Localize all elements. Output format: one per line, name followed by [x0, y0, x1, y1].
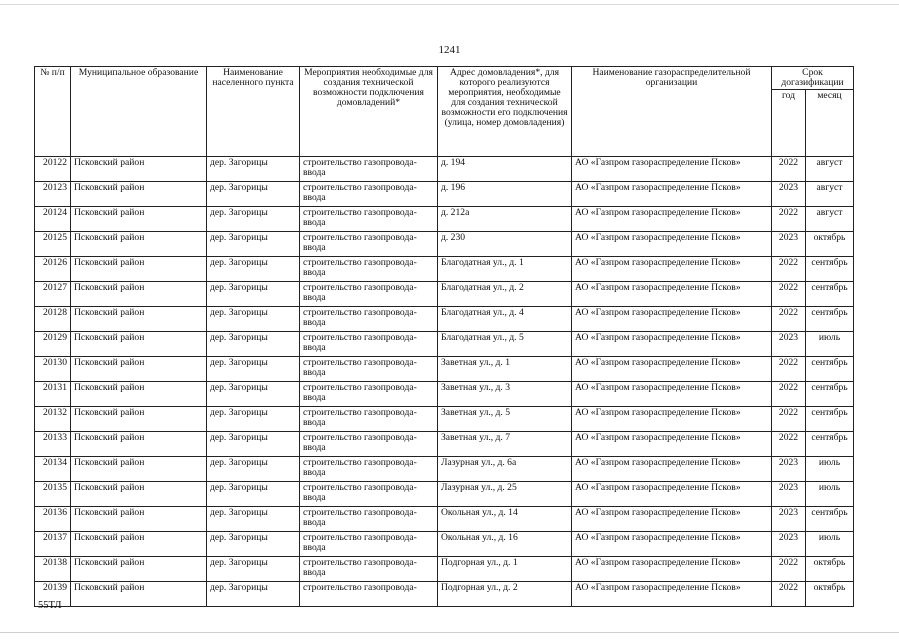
row-month: сентябрь [806, 507, 854, 532]
row-year: 2022 [772, 357, 806, 382]
table-row [35, 507, 854, 532]
row-month: сентябрь [806, 307, 854, 332]
row-year: 2022 [772, 307, 806, 332]
row-address: д. 230 [438, 232, 572, 257]
row-municipality: Псковский район [71, 407, 207, 432]
row-month: июль [806, 482, 854, 507]
row-address: Подгорная ул., д. 1 [438, 557, 572, 582]
table-row [35, 532, 854, 557]
row-month: сентябрь [806, 282, 854, 307]
row-locality: дер. Загорицы [207, 482, 300, 507]
table-row [35, 482, 854, 507]
row-address: Благодатная ул., д. 4 [438, 307, 572, 332]
row-year: 2023 [772, 507, 806, 532]
row-organization: АО «Газпром газораспределение Псков» [572, 382, 772, 407]
row-locality: дер. Загорицы [207, 407, 300, 432]
header-year: год [772, 90, 806, 157]
row-num: 20123 [35, 182, 71, 207]
header-address: Адрес домовладения*, для которого реализуются мероприятия, необходимые для создания технической возможности его подключения (улица, номер домовладения) [438, 67, 572, 157]
row-year: 2023 [772, 482, 806, 507]
gasification-table [34, 66, 854, 607]
row-year: 2022 [772, 157, 806, 182]
row-measure: строительство газопровода-ввода [300, 257, 438, 282]
row-organization: АО «Газпром газораспределение Псков» [572, 257, 772, 282]
row-num: 20124 [35, 207, 71, 232]
row-locality: дер. Загорицы [207, 507, 300, 532]
row-organization: АО «Газпром газораспределение Псков» [572, 182, 772, 207]
table-row [35, 182, 854, 207]
row-locality: дер. Загорицы [207, 332, 300, 357]
row-num: 20137 [35, 532, 71, 557]
row-organization: АО «Газпром газораспределение Псков» [572, 532, 772, 557]
table-row [35, 157, 854, 182]
row-num: 20128 [35, 307, 71, 332]
row-organization: АО «Газпром газораспределение Псков» [572, 282, 772, 307]
row-address: Благодатная ул., д. 1 [438, 257, 572, 282]
row-month: сентябрь [806, 432, 854, 457]
row-municipality: Псковский район [71, 532, 207, 557]
row-municipality: Псковский район [71, 332, 207, 357]
table-row [35, 257, 854, 282]
row-num: 20136 [35, 507, 71, 532]
row-num: 20134 [35, 457, 71, 482]
scan-artifact-bottom [0, 632, 899, 633]
row-month: октябрь [806, 557, 854, 582]
header-measures: Мероприятия необходимые для создания технической возможности подключения домовладений* [300, 67, 438, 157]
row-address: Заветная ул., д. 3 [438, 382, 572, 407]
row-num: 20135 [35, 482, 71, 507]
row-locality: дер. Загорицы [207, 457, 300, 482]
row-organization: АО «Газпром газораспределение Псков» [572, 307, 772, 332]
row-address: Благодатная ул., д. 5 [438, 332, 572, 357]
row-locality: дер. Загорицы [207, 232, 300, 257]
table-row [35, 307, 854, 332]
header-num: № п/п [35, 67, 71, 157]
row-num: 20127 [35, 282, 71, 307]
row-month: сентябрь [806, 357, 854, 382]
row-municipality: Псковский район [71, 582, 207, 607]
row-locality: дер. Загорицы [207, 207, 300, 232]
row-year: 2022 [772, 582, 806, 607]
table-row [35, 582, 854, 607]
row-municipality: Псковский район [71, 507, 207, 532]
row-municipality: Псковский район [71, 432, 207, 457]
header-municipality: Муниципальное образование [71, 67, 207, 157]
row-year: 2022 [772, 207, 806, 232]
row-municipality: Псковский район [71, 482, 207, 507]
row-year: 2023 [772, 182, 806, 207]
row-num: 20138 [35, 557, 71, 582]
row-municipality: Псковский район [71, 307, 207, 332]
row-locality: дер. Загорицы [207, 582, 300, 607]
row-address: д. 196 [438, 182, 572, 207]
row-year: 2023 [772, 457, 806, 482]
row-num: 20139 [35, 582, 71, 607]
table-body [35, 157, 854, 607]
row-locality: дер. Загорицы [207, 257, 300, 282]
header-term: Срок догазификации [772, 67, 854, 90]
row-locality: дер. Загорицы [207, 532, 300, 557]
row-measure: строительство газопровода-ввода [300, 207, 438, 232]
row-organization: АО «Газпром газораспределение Псков» [572, 207, 772, 232]
row-address: Лазурная ул., д. 6а [438, 457, 572, 482]
row-year: 2022 [772, 557, 806, 582]
row-address: Лазурная ул., д. 25 [438, 482, 572, 507]
row-locality: дер. Загорицы [207, 557, 300, 582]
table-row [35, 357, 854, 382]
row-measure: строительство газопровода-ввода [300, 332, 438, 357]
row-year: 2023 [772, 332, 806, 357]
row-address: Подгорная ул., д. 2 [438, 582, 572, 607]
row-organization: АО «Газпром газораспределение Псков» [572, 457, 772, 482]
row-measure: строительство газопровода-ввода [300, 157, 438, 182]
row-month: октябрь [806, 582, 854, 607]
row-month: август [806, 182, 854, 207]
row-locality: дер. Загорицы [207, 307, 300, 332]
row-num: 20126 [35, 257, 71, 282]
table-row [35, 232, 854, 257]
row-organization: АО «Газпром газораспределение Псков» [572, 332, 772, 357]
table-row [35, 207, 854, 232]
row-month: сентябрь [806, 382, 854, 407]
row-organization: АО «Газпром газораспределение Псков» [572, 557, 772, 582]
header-locality: Наименование населенного пункта [207, 67, 300, 157]
row-num: 20130 [35, 357, 71, 382]
row-measure: строительство газопровода-ввода [300, 232, 438, 257]
row-address: д. 194 [438, 157, 572, 182]
row-municipality: Псковский район [71, 182, 207, 207]
row-address: д. 212а [438, 207, 572, 232]
row-year: 2022 [772, 257, 806, 282]
row-year: 2023 [772, 232, 806, 257]
row-municipality: Псковский район [71, 282, 207, 307]
table-row [35, 282, 854, 307]
row-num: 20131 [35, 382, 71, 407]
row-month: август [806, 207, 854, 232]
row-measure: строительство газопровода-ввода [300, 382, 438, 407]
row-num: 20129 [35, 332, 71, 357]
row-address: Окольная ул., д. 14 [438, 507, 572, 532]
row-num: 20125 [35, 232, 71, 257]
header-month: месяц [806, 90, 854, 157]
row-address: Окольная ул., д. 16 [438, 532, 572, 557]
row-organization: АО «Газпром газораспределение Псков» [572, 432, 772, 457]
row-measure: строительство газопровода-ввода [300, 357, 438, 382]
row-organization: АО «Газпром газораспределение Псков» [572, 407, 772, 432]
row-address: Заветная ул., д. 5 [438, 407, 572, 432]
row-measure: строительство газопровода-ввода [300, 557, 438, 582]
row-municipality: Псковский район [71, 382, 207, 407]
row-measure: строительство газопровода- [300, 582, 438, 607]
row-measure: строительство газопровода-ввода [300, 182, 438, 207]
table-row [35, 557, 854, 582]
row-month: июль [806, 532, 854, 557]
row-locality: дер. Загорицы [207, 432, 300, 457]
page-number: 1241 [438, 44, 461, 56]
row-year: 2023 [772, 532, 806, 557]
row-municipality: Псковский район [71, 457, 207, 482]
row-municipality: Псковский район [71, 157, 207, 182]
row-month: август [806, 157, 854, 182]
table-row [35, 332, 854, 357]
row-organization: АО «Газпром газораспределение Псков» [572, 582, 772, 607]
table-row [35, 432, 854, 457]
row-municipality: Псковский район [71, 257, 207, 282]
row-organization: АО «Газпром газораспределение Псков» [572, 157, 772, 182]
row-locality: дер. Загорицы [207, 282, 300, 307]
row-municipality: Псковский район [71, 207, 207, 232]
scan-artifact-top [0, 4, 899, 5]
row-year: 2022 [772, 282, 806, 307]
row-measure: строительство газопровода-ввода [300, 507, 438, 532]
row-municipality: Псковский район [71, 557, 207, 582]
row-measure: строительство газопровода-ввода [300, 282, 438, 307]
row-measure: строительство газопровода-ввода [300, 432, 438, 457]
table-row [35, 407, 854, 432]
row-month: июль [806, 332, 854, 357]
row-year: 2022 [772, 407, 806, 432]
row-municipality: Псковский район [71, 357, 207, 382]
row-organization: АО «Газпром газораспределение Псков» [572, 507, 772, 532]
row-address: Благодатная ул., д. 2 [438, 282, 572, 307]
footer-code: 55ТЛ [38, 600, 62, 611]
row-locality: дер. Загорицы [207, 382, 300, 407]
row-measure: строительство газопровода-ввода [300, 307, 438, 332]
row-locality: дер. Загорицы [207, 157, 300, 182]
row-organization: АО «Газпром газораспределение Псков» [572, 357, 772, 382]
table-row [35, 382, 854, 407]
row-locality: дер. Загорицы [207, 182, 300, 207]
row-measure: строительство газопровода-ввода [300, 457, 438, 482]
row-measure: строительство газопровода-ввода [300, 532, 438, 557]
row-address: Заветная ул., д. 1 [438, 357, 572, 382]
row-organization: АО «Газпром газораспределение Псков» [572, 232, 772, 257]
row-num: 20122 [35, 157, 71, 182]
row-municipality: Псковский район [71, 232, 207, 257]
row-locality: дер. Загорицы [207, 357, 300, 382]
row-month: сентябрь [806, 407, 854, 432]
row-month: июль [806, 457, 854, 482]
row-month: октябрь [806, 232, 854, 257]
row-organization: АО «Газпром газораспределение Псков» [572, 482, 772, 507]
row-year: 2022 [772, 382, 806, 407]
row-num: 20133 [35, 432, 71, 457]
row-month: сентябрь [806, 257, 854, 282]
row-num: 20132 [35, 407, 71, 432]
row-year: 2022 [772, 432, 806, 457]
header-organization: Наименование газораспределительной организации [572, 67, 772, 157]
row-measure: строительство газопровода-ввода [300, 407, 438, 432]
table-row [35, 457, 854, 482]
row-measure: строительство газопровода-ввода [300, 482, 438, 507]
row-address: Заветная ул., д. 7 [438, 432, 572, 457]
